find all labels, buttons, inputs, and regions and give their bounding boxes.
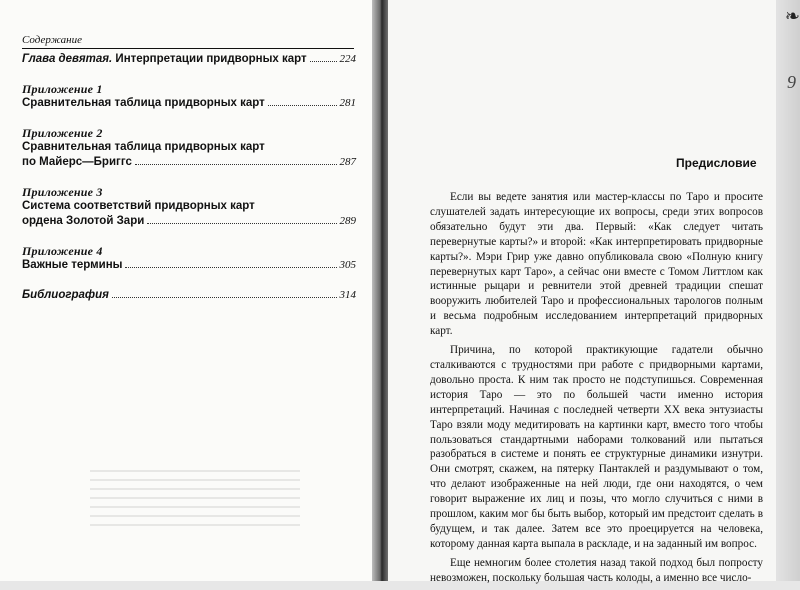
contents-header: Содержание bbox=[22, 34, 354, 49]
toc-entry-title: Интерпретации придворных карт bbox=[115, 53, 307, 65]
toc-page-number: 281 bbox=[339, 97, 356, 109]
toc-line bbox=[22, 155, 356, 170]
preface-paragraph: Если вы ведете занятия или мастер-классы по Таро и просите слушателей задать интересующие их вопросы, среди этих вопросов обязательно будут эти два. Первый: «Как следует читать перевернутые карты?» и второй: «Как интерпретировать придворные карты?». Мэри Грир уже давно опубликовала свою «Полную книгу перевернутых карт Таро», а сейчас они вместе с Томом Литтлом как истинные рыцари и ревнители этой древней традиции спешат вооружить любителей Таро и профессиональных тарологов полным и весьма подробным исследованием интерпретаций придворных карт. bbox=[430, 191, 763, 338]
toc-entry-title: Важные термины bbox=[22, 259, 123, 271]
toc-entry bbox=[22, 244, 356, 273]
preface-title: Предисловие bbox=[676, 156, 757, 170]
page-number: 9 bbox=[787, 72, 796, 92]
toc-page-number: 287 bbox=[339, 156, 356, 168]
toc-entry bbox=[22, 52, 356, 67]
toc-entry bbox=[22, 185, 356, 229]
facing-page-edge bbox=[776, 0, 800, 581]
table-of-contents bbox=[22, 52, 356, 318]
toc-entry-title: ордена Золотой Зари bbox=[22, 215, 145, 227]
toc-line bbox=[22, 140, 356, 155]
dot-leader bbox=[147, 223, 336, 224]
toc-line bbox=[22, 288, 356, 303]
toc-entry-label: Приложение 1 bbox=[22, 82, 103, 96]
dot-leader bbox=[135, 164, 337, 165]
toc-entry-label: Приложение 4 bbox=[22, 244, 103, 258]
toc-line bbox=[22, 52, 356, 67]
toc-line bbox=[22, 96, 356, 111]
toc-line bbox=[22, 214, 356, 229]
toc-entry-label: Приложение 3 bbox=[22, 185, 103, 199]
dot-leader bbox=[112, 297, 337, 298]
bleed-through-text bbox=[90, 470, 300, 530]
toc-page-number: 314 bbox=[339, 289, 356, 301]
toc-line bbox=[22, 199, 356, 214]
toc-page-number: 224 bbox=[339, 53, 356, 65]
preface-body bbox=[430, 190, 763, 590]
toc-entry-title: Сравнительная таблица придворных карт bbox=[22, 97, 265, 109]
toc-entry bbox=[22, 288, 356, 303]
toc-entry-title: Сравнительная таблица придворных карт bbox=[22, 141, 265, 153]
toc-page-number: 289 bbox=[339, 215, 356, 227]
dot-leader bbox=[268, 105, 337, 106]
preface-paragraph: Причина, по которой практикующие гадатели обычно сталкиваются с трудностями при работе с придворными картами, довольно проста. К ним так просто не подступишься. Современная история Таро — это по большей части именно история интерпретаций. Начиная с последней четверти XX века энтузиасты Таро взяли моду медитировать на картинки карт, вместо того чтобы пользоваться стандартными наборами толкований или пытаться разобраться в системе и понять ее структурные динамики изнутри. Они смотрят, скажем, на пятерку Пантаклей и раздумывают о том, что делают изображенные на ней люди, где они находятся, о чем говорит выражение их лиц и позы, что могло случиться с ними в прошлом, каким мог бы быть выбор, который им предстоит сделать в будущем, и так далее. Затем все это проецируется на человека, которому данная карта выпала в раскладе, и на заданный им вопрос. bbox=[430, 344, 763, 550]
toc-entry-label: Глава девятая. bbox=[22, 53, 113, 65]
dot-leader bbox=[125, 267, 336, 268]
toc-page-number: 305 bbox=[339, 259, 356, 271]
preface-paragraph: Еще немногим более столетия назад такой подход был попросту невозможен, поскольку большая часть колоды, а именно все число- bbox=[430, 556, 763, 584]
toc-entry-title: по Майерс—Бриггс bbox=[22, 156, 132, 168]
toc-line bbox=[22, 258, 356, 273]
toc-entry-label: Библиография bbox=[22, 289, 109, 301]
toc-entry-label: Приложение 2 bbox=[22, 126, 103, 140]
toc-entry bbox=[22, 82, 356, 111]
left-page bbox=[0, 0, 378, 581]
ornament-icon: ❧ bbox=[784, 6, 800, 26]
toc-entry-title: Система соответствий придворных карт bbox=[22, 200, 255, 212]
toc-entry bbox=[22, 126, 356, 170]
dot-leader bbox=[310, 61, 337, 62]
